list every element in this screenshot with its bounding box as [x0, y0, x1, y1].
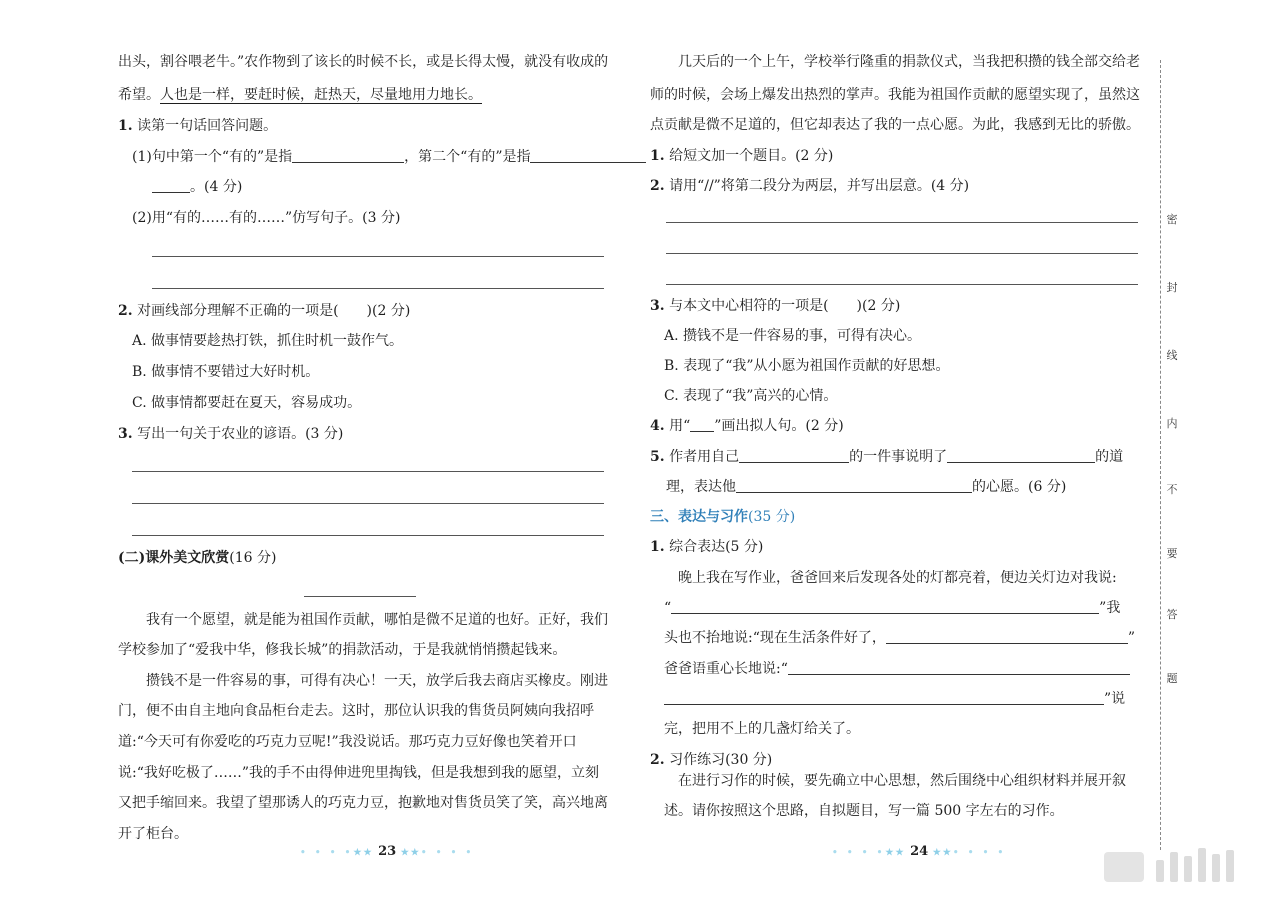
answer-line[interactable] [152, 288, 604, 289]
sub-question-2: 2. 习作练习(30 分) [650, 752, 773, 768]
question-1: 1. 读第一句话回答问题。 [118, 118, 278, 134]
question-1-1-end: 。(4 分) [152, 177, 242, 197]
underlined-sentence: 人也是一样，要赶时候，赶热天，尽量地用力地长。 [160, 87, 482, 103]
passage-line: 师的时候，会场上爆发出热烈的掌声。我能为祖国作贡献的愿望实现了，虽然这 [650, 87, 1140, 103]
seal-char: 线 [1166, 349, 1178, 362]
option-c: C. 做事情都要赶在夏天，容易成功。 [132, 395, 362, 411]
question-5: 5. 作者用自己 的一件事说明了 的道 [650, 449, 1124, 465]
question-4: 4. 用“ ”画出拟人句。(2 分) [650, 418, 844, 434]
passage-line: 道:“今天可有你爱吃的巧克力豆呢!”我没说话。那巧克力豆好像也笑着开口 [118, 734, 577, 750]
seal-char: 封 [1166, 281, 1178, 294]
sub-question-1: 1. 综合表达(5 分) [650, 539, 764, 555]
answer-line[interactable] [132, 471, 604, 472]
page-number-left: • • • •★★ 23 ★★• • • • [300, 844, 475, 859]
passage-line: 说:“我好吃极了……”我的手不由得伸进兜里掏钱，但是我想到我的愿望，立刻 [118, 765, 600, 781]
passage-line: 学校参加了“爱我中华，修我长城”的捐款活动，于是我就悄悄攒起钱来。 [118, 642, 567, 658]
answer-blank[interactable] [947, 448, 1095, 463]
answer-line[interactable] [666, 222, 1138, 223]
seal-char: 内 [1166, 417, 1178, 430]
answer-line[interactable] [152, 256, 604, 257]
dialogue-line: ”说 [664, 689, 1125, 709]
dialogue-line: “ ”我 [664, 600, 1121, 616]
option-c: C. 表现了“我”高兴的心情。 [664, 388, 838, 404]
answer-line[interactable] [666, 253, 1138, 254]
dialogue-line: 头也不抬地说:“现在生活条件好了， ” [664, 630, 1136, 646]
answer-blank[interactable] [152, 178, 190, 193]
passage-line: 我有一个愿望，就是能为祖国作贡献，哪怕是微不足道的也好。正好，我们 [146, 612, 608, 628]
answer-blank[interactable] [739, 448, 849, 463]
option-b: B. 做事情不要错过大好时机。 [132, 364, 320, 380]
passage-line: 又把手缩回来。我望了望那诱人的巧克力豆，抱歉地对售货员笑了笑，高兴地离 [118, 795, 608, 811]
seal-char: 题 [1166, 672, 1178, 685]
question-2: 2. 对画线部分理解不正确的一项是( )(2 分) [118, 303, 411, 319]
answer-blank[interactable] [664, 690, 1104, 705]
question-1-2: (2)用“有的……有的……”仿写句子。(3 分) [132, 210, 401, 226]
answer-line[interactable] [132, 503, 604, 504]
answer-blank[interactable] [788, 660, 1130, 675]
title-blank[interactable] [304, 596, 416, 597]
question-3: 3. 写出一句关于农业的谚语。(3 分) [118, 426, 344, 442]
dialogue-line: 完，把用不上的几盏灯给关了。 [664, 721, 860, 737]
seal-char: 密 [1166, 213, 1178, 226]
question-2: 2. 请用“//”将第二段分为两层，并写出层意。(4 分) [650, 178, 970, 194]
watermark-logo [1104, 846, 1250, 882]
question-5-cont: 理，表达他 的心愿。(6 分) [666, 479, 1067, 495]
passage-line: 出头，割谷喂老牛。”农作物到了该长的时候不长，或是长得太慢，就没有收成的 [118, 54, 609, 70]
underline-sample [690, 417, 714, 432]
question-1-1: (1)句中第一个“有的”是指 ，第二个“有的”是指 [132, 147, 646, 167]
dialogue-line: 爸爸语重心长地说:“ [664, 659, 1130, 679]
prompt-text: 在进行习作的时候，要先确立中心思想，然后围绕中心组织材料并展开叙 [678, 773, 1126, 789]
answer-blank[interactable] [530, 148, 646, 163]
passage-line: 开了柜台。 [118, 826, 188, 842]
answer-blank[interactable] [671, 599, 1099, 614]
prompt-text: 述。请你按照这个思路，自拟题目，写一篇 500 字左右的习作。 [664, 803, 1064, 819]
seal-char: 答 [1166, 608, 1178, 621]
answer-blank[interactable] [886, 629, 1128, 644]
option-a: A. 攒钱不是一件容易的事，可得有决心。 [664, 328, 922, 344]
option-b: B. 表现了“我”从小愿为祖国作贡献的好思想。 [664, 358, 950, 374]
section-heading: (二)课外美文欣赏(16 分) [118, 550, 277, 566]
question-1: 1. 给短文加一个题目。(2 分) [650, 148, 834, 164]
answer-line[interactable] [666, 284, 1138, 285]
answer-blank[interactable] [736, 478, 972, 493]
passage-line: 几天后的一个上午，学校举行隆重的捐款仪式，当我把积攒的钱全部交给老 [678, 54, 1140, 70]
option-a: A. 做事情要趁热打铁，抓住时机一鼓作气。 [132, 333, 404, 349]
page-number-right: • • • •★★ 24 ★★• • • • [832, 844, 1007, 859]
seal-char: 要 [1166, 547, 1178, 560]
passage-line: 希望。人也是一样，要赶时候，赶热天，尽量地用力地长。 [118, 87, 482, 103]
answer-line[interactable] [132, 535, 604, 536]
passage-line: 点贡献是微不足道的，但它却表达了我的一点心愿。为此，我感到无比的骄傲。 [650, 117, 1140, 133]
passage-line: 门，便不由自主地向食品柜台走去。这时，那位认识我的售货员阿姨向我招呼 [118, 703, 594, 719]
section-heading: 三、表达与习作(35 分) [650, 509, 796, 525]
prompt-text: 晚上我在写作业，爸爸回来后发现各处的灯都亮着，便边关灯边对我说: [678, 570, 1117, 586]
seal-char: 不 [1166, 483, 1178, 496]
seal-line [1160, 60, 1162, 850]
passage-line: 攒钱不是一件容易的事，可得有决心！一天，放学后我去商店买橡皮。刚进 [146, 673, 608, 689]
question-3: 3. 与本文中心相符的一项是( )(2 分) [650, 298, 901, 314]
answer-blank[interactable] [292, 148, 404, 163]
